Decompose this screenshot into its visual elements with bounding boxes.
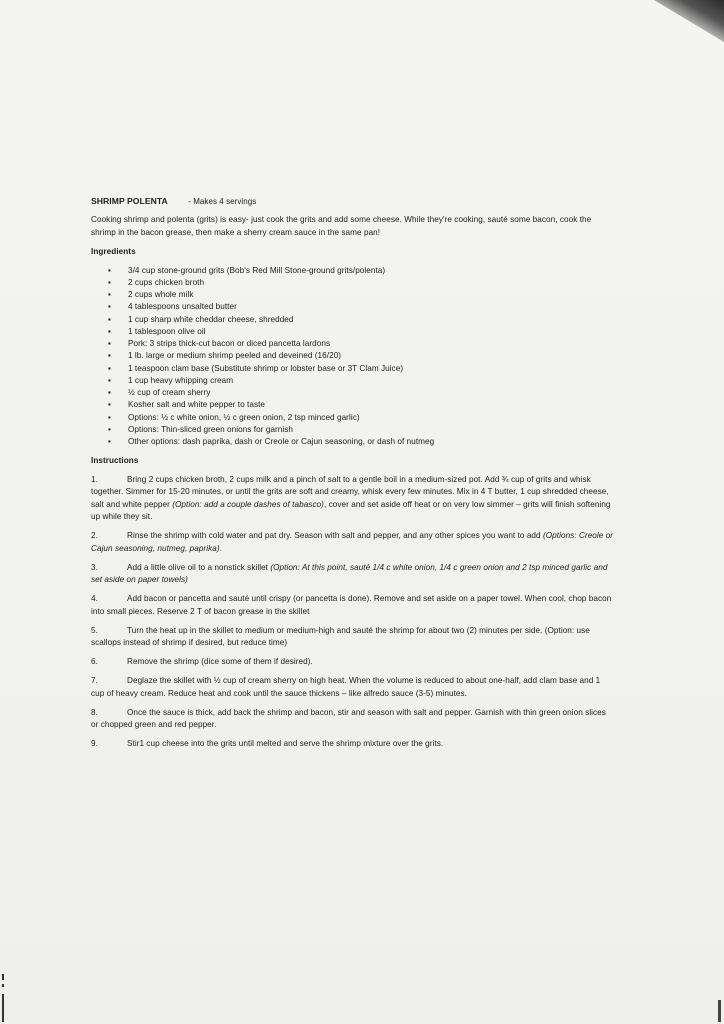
bullet-icon: ▪ — [108, 388, 111, 398]
bullet-icon: ▪ — [108, 290, 111, 300]
ingredient-text: 4 tablespoons unsalted butter — [128, 302, 237, 312]
ingredient-item — [108, 350, 615, 362]
instructions-heading: Instructions — [91, 456, 139, 466]
step-number: 8. — [91, 707, 98, 717]
bullet-icon: ▪ — [108, 437, 111, 447]
step-option-note: (Option: At this point, sauté 1/4 c white onion, 1/4 c green onion and 2 tsp minced garlic and set aside on paper towels) — [91, 562, 608, 585]
bullet-icon: ▪ — [108, 375, 111, 385]
instruction-step — [91, 625, 615, 650]
servings-note: - Makes 4 servings — [188, 197, 257, 206]
step-text-continued: , cover and set aside off heat or on very low simmer – grits will finish softening up while they sit. — [91, 499, 611, 522]
ingredient-item — [108, 338, 615, 350]
instruction-step — [91, 707, 615, 732]
ingredient-text: Options: Thin-sliced green onions for garnish — [128, 424, 294, 434]
instruction-step — [91, 656, 615, 669]
bullet-icon: ▪ — [108, 339, 111, 349]
step-text: Bring 2 cups chicken broth, 2 cups milk and a pinch of salt to a gentle boil in a medium-sized pot. Add ¾ cup of grits and whisk together. Simmer for 15-20 minutes, or until the grits are soft and creamy, whisk every few minutes. Mix in 4 T butter, 1 cup shredded cheese, salt and white pepper — [91, 474, 609, 509]
ingredient-text: 1 tablespoon olive oil — [128, 326, 206, 336]
step-text: Rinse the shrimp with cold water and pat dry. Season with salt and pepper, and any other spices you want to add — [127, 531, 543, 541]
ingredients-heading: Ingredients — [91, 247, 136, 257]
step-text: Remove the shrimp (dice some of them if desired). — [127, 657, 313, 667]
step-option-note: (Options: Creole or Cajun seasoning, nutmeg, paprika) — [91, 531, 614, 553]
step-number: 5. — [91, 625, 98, 635]
instruction-step — [91, 675, 615, 700]
step-option-note: (Option: add a couple dashes of tabasco) — [172, 499, 324, 509]
ingredient-text: 1 lb. large or medium shrimp peeled and deveined (16/20) — [128, 351, 342, 361]
recipe-intro: Cooking shrimp and polenta (grits) is easy- just cook the grits and add some cheese. While they're cooking, sauté some bacon, cook the shrimp in the bacon grease, then make a sherry cream sauce in the same pan! — [91, 215, 592, 237]
instruction-step — [91, 593, 615, 618]
ingredients-list — [91, 265, 615, 449]
step-text: Once the sauce is thick, add back the shrimp and bacon, stir and season with salt and pepper. Garnish with thin green onion slices or chopped green and red pepper. — [91, 707, 606, 730]
bullet-icon: ▪ — [108, 265, 111, 275]
ingredient-text: 3/4 cup stone-ground grits (Bob's Red Mill Stone-ground grits/polenta) — [128, 265, 386, 275]
bullet-icon: ▪ — [108, 302, 111, 312]
step-number: 3. — [91, 562, 98, 572]
ingredient-item — [108, 399, 615, 411]
step-text: Deglaze the skillet with ½ cup of cream sherry on high heat. When the volume is reduced to about one-half, add clam base and 1 cup of heavy cream. Reduce heat and cook until the sauce thickens – like alfredo sauce (3-5) minutes. — [91, 676, 601, 698]
step-number: 2. — [91, 531, 98, 541]
step-number: 4. — [91, 594, 98, 604]
instruction-step — [91, 530, 615, 555]
ingredient-item — [108, 301, 615, 313]
ingredient-text: Pork: 3 strips thick-cut bacon or diced pancetta lardons — [128, 339, 331, 349]
step-number: 1. — [91, 474, 98, 484]
step-number: 7. — [91, 676, 98, 686]
bullet-icon: ▪ — [108, 363, 111, 373]
recipe-document — [91, 195, 615, 757]
title-line — [91, 195, 615, 208]
step-text: Stir1 cup cheese into the grits until melted and serve the shrimp mixture over the grits. — [127, 739, 444, 749]
bullet-icon: ▪ — [108, 424, 111, 434]
instruction-step — [91, 474, 615, 524]
ingredient-item — [108, 436, 615, 448]
ingredient-item — [108, 387, 615, 399]
page-corner-fold — [654, 0, 724, 42]
instruction-step — [91, 562, 615, 587]
bullet-icon: ▪ — [108, 400, 111, 410]
step-text: Add a little olive oil to a nonstick skillet — [127, 562, 271, 572]
ingredient-item — [108, 277, 615, 289]
step-text-continued: . — [219, 543, 222, 553]
instruction-step — [91, 738, 615, 751]
ingredient-item — [108, 314, 615, 326]
ingredient-text: 1 cup heavy whipping cream — [128, 375, 234, 385]
step-number: 9. — [91, 739, 98, 749]
ingredient-item — [108, 412, 615, 424]
bullet-icon: ▪ — [108, 326, 111, 336]
bullet-icon: ▪ — [108, 412, 111, 422]
right-edge-mark — [718, 1000, 721, 1022]
ingredient-text: ½ cup of cream sherry — [128, 388, 211, 398]
ingredient-text: 1 teaspoon clam base (Substitute shrimp or lobster base or 3T Clam Juice) — [128, 363, 404, 373]
step-text: Turn the heat up in the skillet to medium or medium-high and sauté the shrimp for about two (2) minutes per side. (Option: use scallops instead of shrimp if desired, but reduce time) — [91, 625, 590, 648]
ingredient-text: 1 cup sharp white cheddar cheese, shredded — [128, 314, 294, 324]
ingredient-item — [108, 363, 615, 375]
ingredient-item — [108, 326, 615, 338]
ingredient-item — [108, 375, 615, 387]
ingredient-text: Options: ½ c white onion, ½ c green onion, 2 tsp minced garlic) — [128, 412, 360, 422]
ingredient-text: Other options: dash paprika, dash or Creole or Cajun seasoning, or dash of nutmeg — [128, 437, 435, 447]
bullet-icon: ▪ — [108, 277, 111, 287]
bullet-icon: ▪ — [108, 314, 111, 324]
ingredient-item — [108, 424, 615, 436]
step-number: 6. — [91, 657, 98, 667]
ingredient-text: Kosher salt and white pepper to taste — [128, 400, 266, 410]
ingredient-text: 2 cups chicken broth — [128, 277, 205, 287]
recipe-title: SHRIMP POLENTA — [91, 196, 168, 206]
ingredient-item — [108, 289, 615, 301]
bullet-icon: ▪ — [108, 351, 111, 361]
instructions-list — [91, 474, 615, 751]
ingredient-item — [108, 265, 615, 277]
step-text: Add bacon or pancetta and sauté until crispy (or pancetta is done). Remove and set aside on a paper towel. When cool, chop bacon into small pieces. Reserve 2 T of bacon grease in the skillet — [91, 594, 612, 616]
ingredient-text: 2 cups whole milk — [128, 290, 194, 300]
left-edge-marks — [0, 972, 8, 1024]
